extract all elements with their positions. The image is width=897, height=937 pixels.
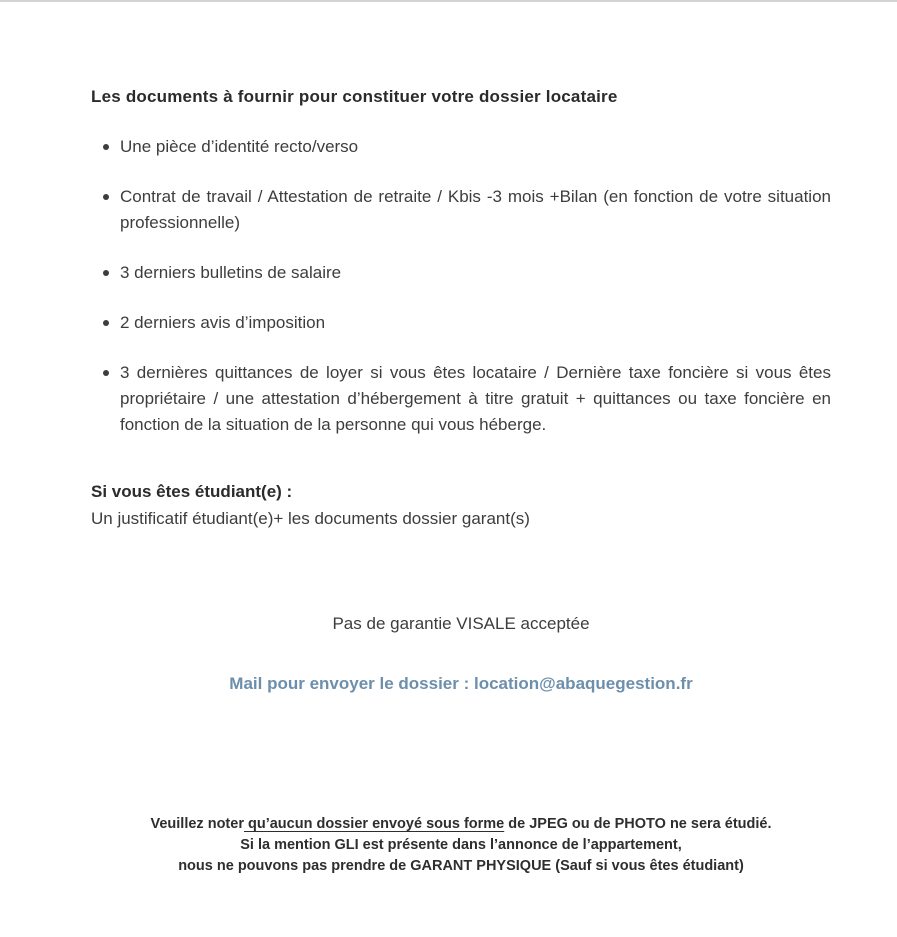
list-item <box>91 260 831 286</box>
list-item <box>91 184 831 236</box>
footer-note-line1 <box>91 814 831 835</box>
list-item-text: 2 derniers avis d’imposition <box>120 313 326 332</box>
footer-line1-prefix: Veuillez noter <box>150 816 244 832</box>
footer-line1-underlined: qu’aucun dossier envoyé sous forme <box>243 816 505 832</box>
bullet-icon <box>103 144 109 150</box>
footer-note-line3: nous ne pouvons pas prendre de GARANT PHYSIQUE (Sauf si vous êtes étudiant) <box>178 858 744 874</box>
bullet-icon <box>103 194 109 200</box>
required-documents-list <box>91 134 831 438</box>
list-item <box>91 360 831 438</box>
list-item-text: 3 derniers bulletins de salaire <box>120 263 342 282</box>
list-item-text: Contrat de travail / Attestation de retraite / Kbis -3 mois +Bilan (en fonction de votre situation professionnelle) <box>120 187 831 232</box>
list-item <box>91 310 831 336</box>
student-section-text: Un justificatif étudiant(e)+ les documents dossier garant(s) <box>91 509 530 528</box>
bullet-icon <box>103 370 109 376</box>
list-item-text: Une pièce d’identité recto/verso <box>120 137 359 156</box>
bullet-icon <box>103 270 109 276</box>
bullet-icon <box>103 320 109 326</box>
student-section-title: Si vous êtes étudiant(e) : <box>91 482 293 501</box>
footer-line1-suffix: de JPEG ou de PHOTO ne sera étudié. <box>504 816 772 832</box>
document-title: Les documents à fournir pour constituer votre dossier locataire <box>91 87 618 106</box>
mail-instruction: Mail pour envoyer le dossier : location@abaquegestion.fr <box>229 674 693 693</box>
footer-disclaimer <box>91 814 831 877</box>
list-item <box>91 134 831 160</box>
footer-note-line2: Si la mention GLI est présente dans l’annonce de l’appartement, <box>240 837 682 853</box>
list-item-text: 3 dernières quittances de loyer si vous êtes locataire / Dernière taxe foncière si vous êtes propriétaire / une attestation d’hébergement à titre gratuit + quittances ou taxe foncière en fonction de la situation de la personne qui vous héberge. <box>120 363 831 434</box>
visale-note: Pas de garantie VISALE acceptée <box>332 614 590 633</box>
document-content <box>0 2 897 877</box>
